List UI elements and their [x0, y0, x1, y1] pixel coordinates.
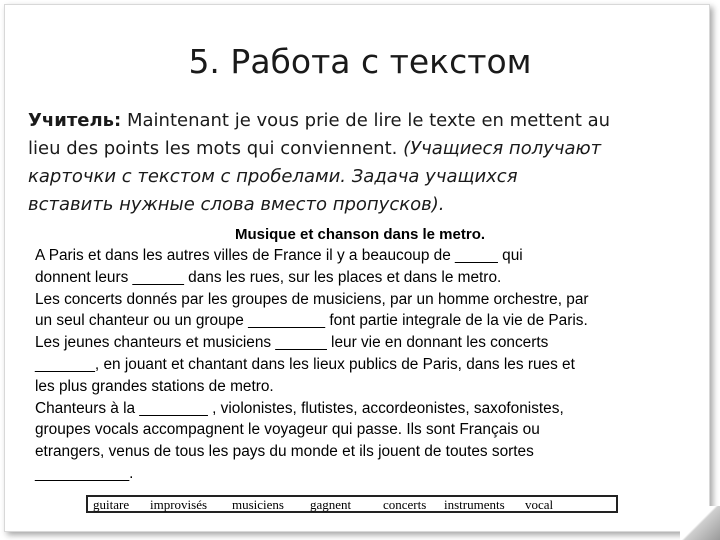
word-bank-item: improvisés: [150, 497, 208, 512]
word-bank-item: concerts: [383, 497, 427, 512]
word-bank-item: vocal: [525, 497, 554, 512]
story-line: Les jeunes chanteurs et musiciens ______ leur vie en donnant les concerts: [35, 334, 549, 352]
story-line: Les concerts donnés par les groupes de musiciens, par un homme orchestre, par: [35, 290, 589, 308]
story-line: A Paris et dans les autres villes de France il y a beaucoup de _____ qui: [35, 247, 523, 264]
story-line: donnent leurs ______ dans les rues, sur les places et dans le metro.: [35, 268, 502, 286]
word-bank-item: musiciens: [232, 497, 284, 512]
story-line: un seul chanteur ou un groupe _________ font partie integrale de la vie de Paris.: [35, 312, 588, 330]
teacher-text: Maintenant je vous prie de lire le texte en mettent au: [121, 110, 611, 131]
story-line: _______, en jouant et chantant dans les lieux publics de Paris, dans les rues et: [35, 355, 575, 373]
teacher-instruction: [28, 107, 668, 219]
word-bank: [86, 495, 618, 513]
story-line: groupes vocals accompagnent le voyageur qui passe. Ils sont Français ou: [35, 421, 540, 439]
story-line: etrangers, venus de tous les pays du monde et ils jouent de toutes sortes: [35, 443, 534, 461]
slide-title: 5. Работа с текстом: [188, 42, 532, 81]
teacher-note-2: карточки с текстом с пробелами. Задача учащихся: [28, 166, 518, 187]
word-bank-item: gagnent: [310, 497, 352, 512]
teacher-note-1: (Учащиеся получают: [403, 138, 602, 159]
story-line: ___________.: [35, 464, 134, 482]
teacher-text-2: lieu des points les mots qui conviennent.: [28, 138, 404, 159]
teacher-note-3: вставить нужные слова вместо пропусков).: [28, 194, 445, 215]
story-title: Musique et chanson dans le metro.: [234, 226, 486, 243]
story-line: Chanteurs à la ________ , violonistes, flutistes, accordeonistes, saxofonistes,: [35, 399, 564, 417]
story-text: [35, 245, 695, 485]
word-bank-item: guitare: [93, 497, 130, 512]
teacher-label: Учитель:: [28, 110, 122, 131]
word-bank-item: instruments: [444, 497, 505, 512]
page-curl-decoration: [680, 506, 720, 540]
story-line: les plus grandes stations de metro.: [35, 377, 274, 395]
